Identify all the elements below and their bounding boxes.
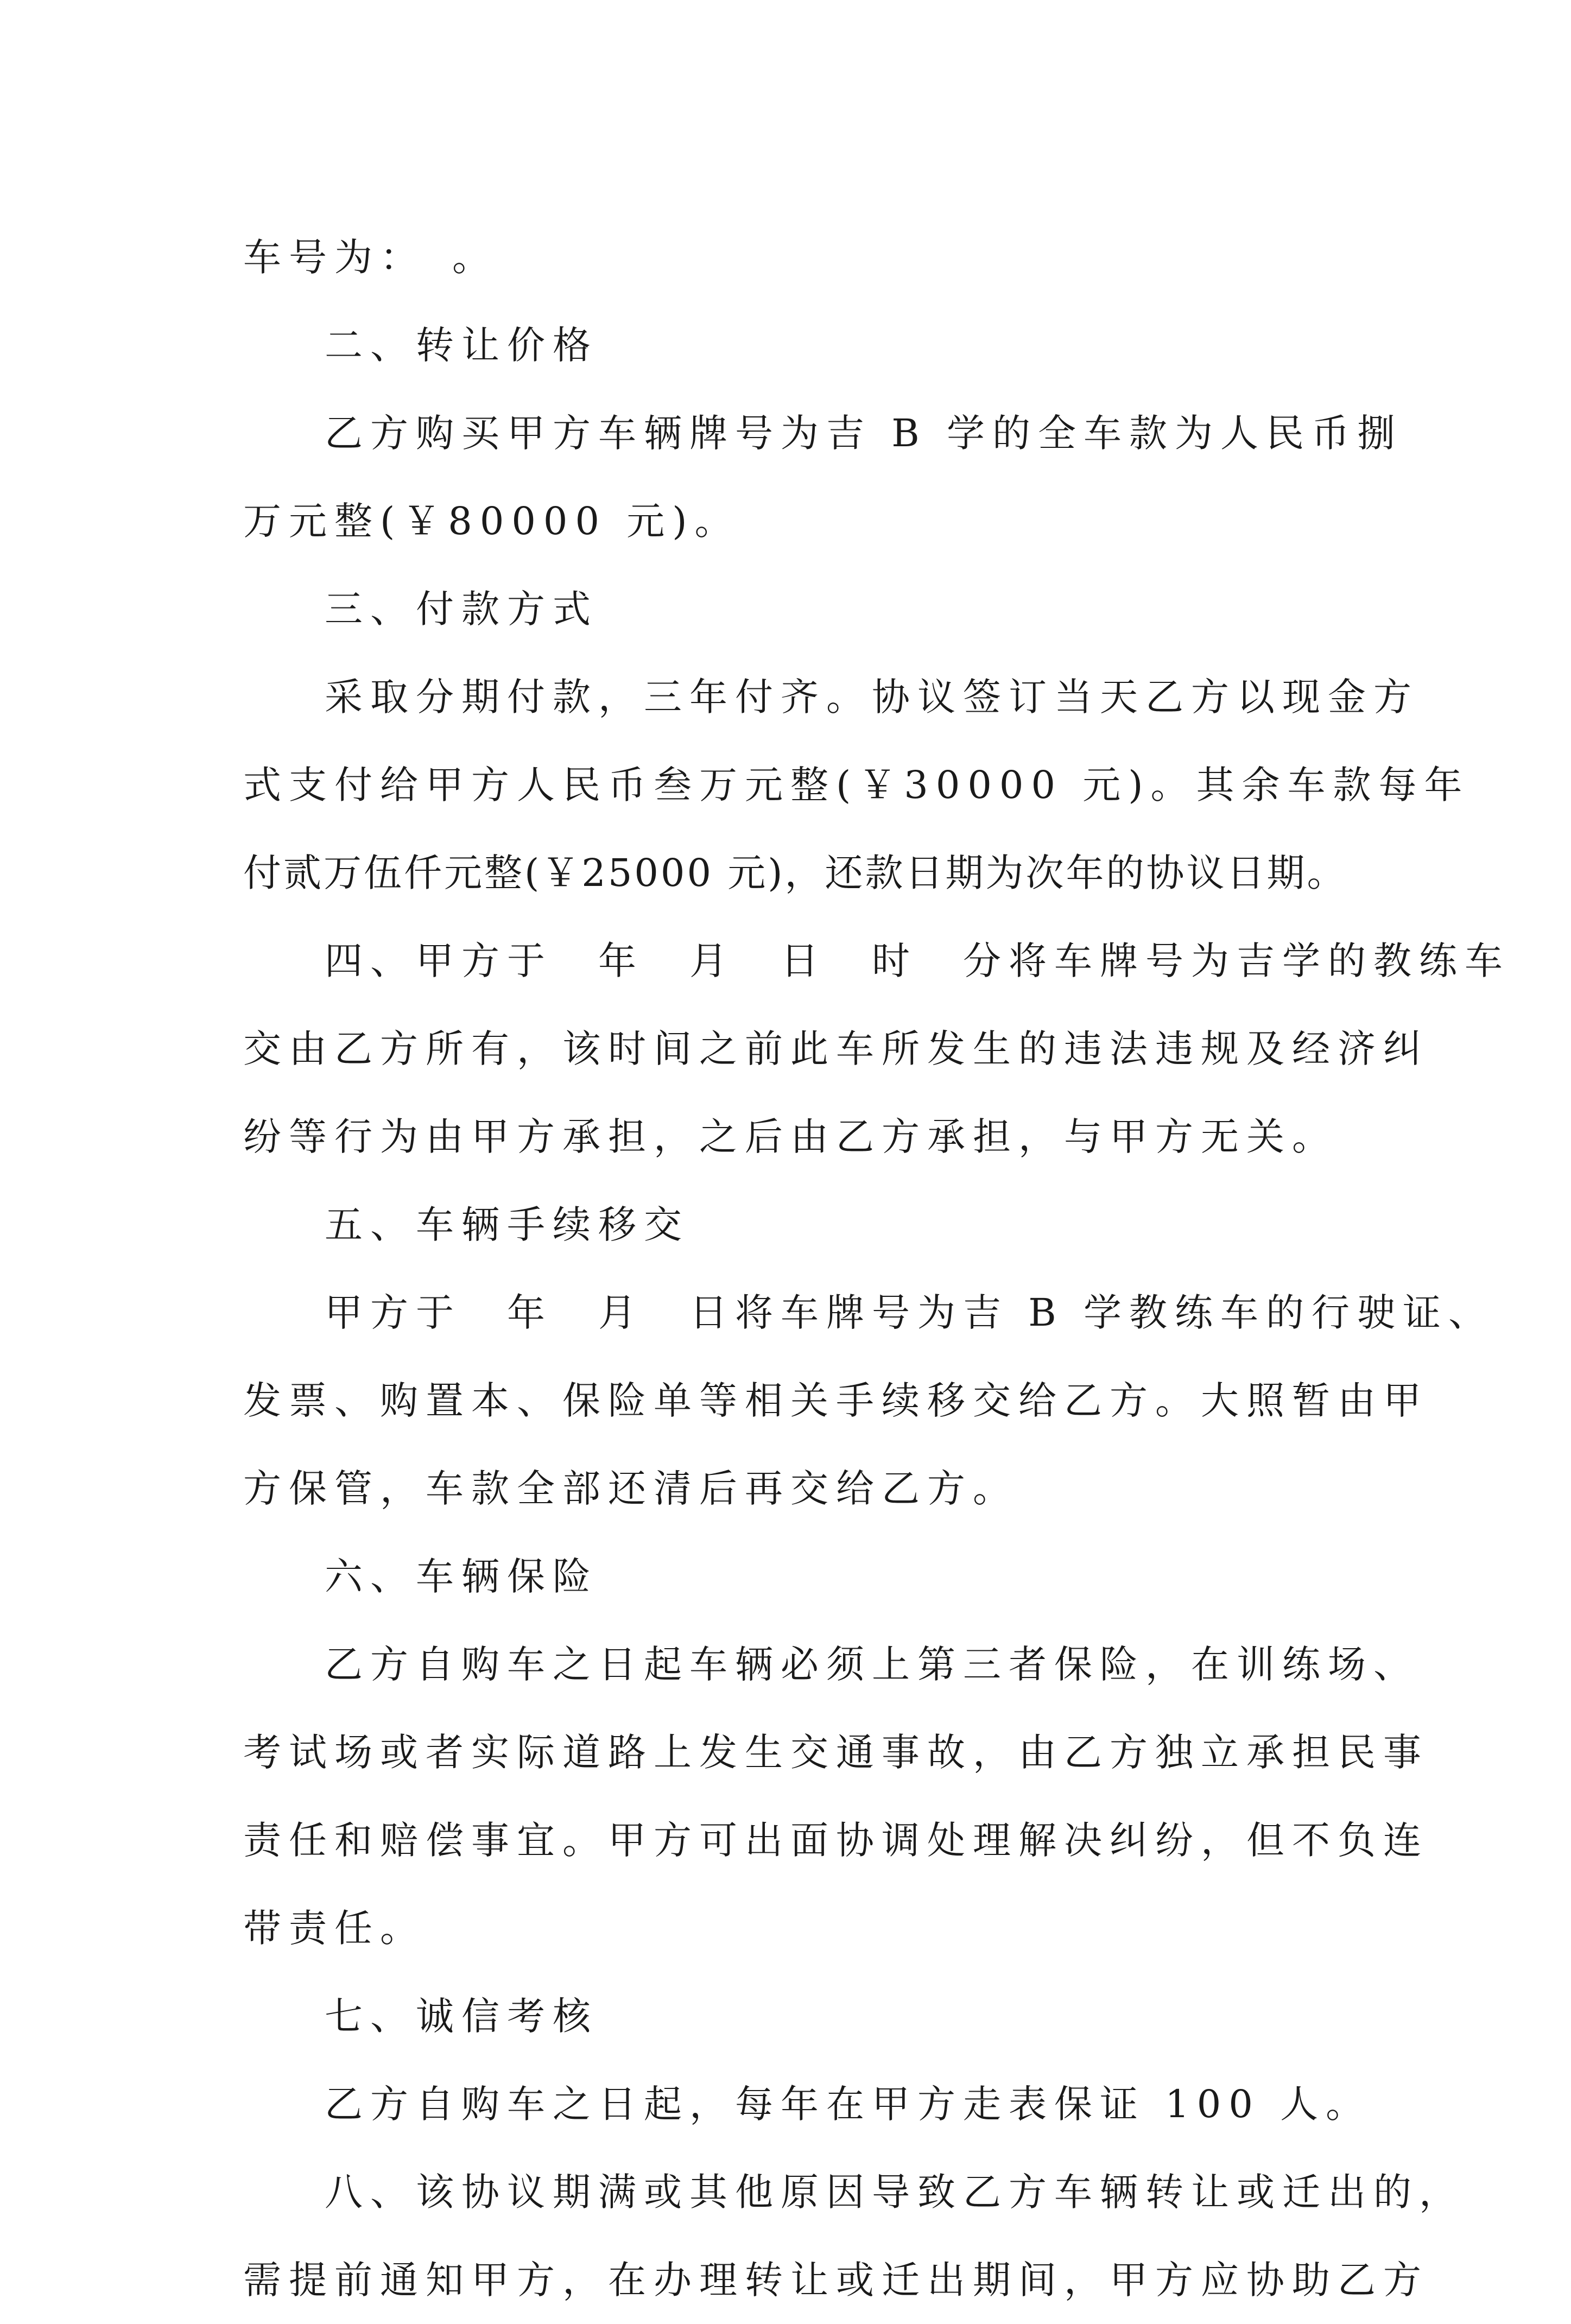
text-line: 交由乙方所有，该时间之前此车所发生的违法违规及经济纠 — [243, 1027, 1429, 1071]
text-line: 万元整(￥80000 元)。 — [243, 499, 740, 543]
text-line: 纷等行为由甲方承担，之后由乙方承担，与甲方无关。 — [243, 1114, 1338, 1159]
section-heading: 六、车辆保险 — [325, 1554, 598, 1599]
document-body — [243, 213, 1510, 2324]
text-line: 需提前通知甲方，在办理转让或迁出期间，甲方应协助乙方 — [243, 2258, 1429, 2302]
section-heading: 二、转让价格 — [325, 323, 598, 368]
text-line: 甲方于 年 月 日将车牌号为吉 B 学教练车的行驶证、 — [325, 1290, 1494, 1335]
section-heading: 五、车辆手续移交 — [325, 1202, 689, 1247]
text-line: 采取分期付款，三年付齐。协议签订当天乙方以现金方 — [325, 675, 1419, 719]
text-line: 考试场或者实际道路上发生交通事故，由乙方独立承担民事 — [243, 1730, 1429, 1775]
text-line: 责任和赔偿事宜。甲方可出面协调处理解决纠纷，但不负连 — [243, 1818, 1429, 1863]
section-heading: 七、诚信考核 — [325, 1994, 598, 2038]
text-line: 乙方自购车之日起车辆必须上第三者保险，在训练场、 — [325, 1642, 1419, 1687]
text-line: 式支付给甲方人民币叁万元整(￥30000 元)。其余车款每年 — [243, 763, 1470, 807]
text-line: 车号为： 。 — [243, 235, 498, 280]
text-line: 方保管，车款全部还清后再交给乙方。 — [243, 1466, 1018, 1511]
text-line: 发票、购置本、保险单等相关手续移交给乙方。大照暂由甲 — [243, 1378, 1429, 1423]
section-heading: 三、付款方式 — [325, 587, 598, 631]
text-line: 付贰万伍仟元整(￥25000 元)，还款日期为次年的协议日期。 — [243, 851, 1347, 895]
text-line: 带责任。 — [243, 1906, 426, 1951]
text-line: 八、该协议期满或其他原因导致乙方车辆转让或迁出的， — [325, 2170, 1465, 2214]
text-line: 乙方自购车之日起，每年在甲方走表保证 100 人。 — [325, 2082, 1372, 2126]
text-line: 乙方购买甲方车辆牌号为吉 B 学的全车款为人民币捌 — [325, 411, 1403, 455]
text-line: 四、甲方于 年 月 日 时 分将车牌号为吉学的教练车 — [325, 939, 1510, 983]
